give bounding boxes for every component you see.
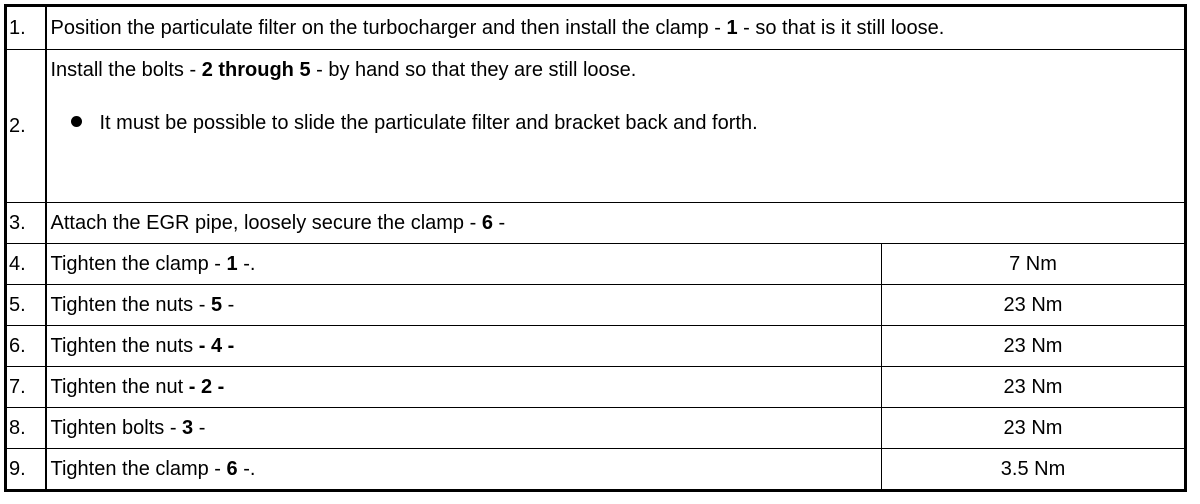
bullet-icon [71, 116, 82, 127]
step-text-part: Tighten the nuts - [50, 294, 211, 316]
step-row [6, 203, 1186, 244]
step-item-ref: 1 [726, 17, 738, 39]
step-item-ref: 6 [481, 212, 493, 234]
step-item-ref: - 4 - [198, 335, 235, 357]
step-number: 3. [6, 203, 46, 244]
step-text [46, 285, 882, 326]
step-number: 7. [6, 367, 46, 408]
step-note-text: It must be possible to slide the particulate filter and bracket back and forth. [99, 112, 758, 134]
step-item-ref: 2 through 5 [201, 59, 311, 81]
step-text [46, 50, 1186, 203]
step-number: 6. [6, 326, 46, 367]
torque-value: 23 Nm [882, 285, 1186, 326]
step-number: 5. [6, 285, 46, 326]
step-row [6, 6, 1186, 50]
step-text-part: Tighten the nut [50, 376, 189, 398]
step-text-part: Tighten the clamp - [50, 458, 227, 480]
step-text [46, 244, 882, 285]
step-item-ref: 5 [210, 294, 223, 316]
torque-value: 23 Nm [882, 408, 1186, 449]
step-text [46, 367, 882, 408]
torque-row [6, 367, 1186, 408]
step-item-ref: 6 [226, 458, 238, 480]
step-number: 2. [6, 50, 46, 203]
step-number: 8. [6, 408, 46, 449]
procedure-table [4, 4, 1187, 492]
torque-row [6, 244, 1186, 285]
step-text-part: Attach the EGR pipe, loosely secure the clamp - [50, 212, 482, 234]
step-note [71, 111, 758, 135]
step-number: 4. [6, 244, 46, 285]
step-text-part: Tighten the nuts [50, 335, 199, 357]
step-text-part: - so that is it still loose. [737, 17, 945, 39]
step-number: 9. [6, 449, 46, 491]
torque-value: 3.5 Nm [882, 449, 1186, 491]
step-instruction [51, 58, 637, 82]
step-text-part: - [193, 417, 206, 439]
step-item-ref: - 2 - [188, 376, 225, 398]
step-text [46, 449, 882, 491]
step-text-part: - by hand so that they are still loose. [310, 59, 637, 81]
step-text-part: - [222, 294, 235, 316]
step-text [46, 326, 882, 367]
step-text-part: -. [237, 253, 256, 275]
step-text-part: -. [237, 458, 256, 480]
torque-row [6, 326, 1186, 367]
torque-value: 7 Nm [882, 244, 1186, 285]
step-text-part: - [492, 212, 506, 234]
step-text-part: Position the particulate filter on the turbocharger and then install the clamp - [50, 17, 727, 39]
torque-row [6, 408, 1186, 449]
step-number: 1. [6, 6, 46, 50]
torque-value: 23 Nm [882, 326, 1186, 367]
step-item-ref: 3 [182, 417, 194, 439]
step-text-part: Install the bolts - [50, 59, 202, 81]
step-text-part: Tighten the clamp - [50, 253, 227, 275]
step-row [6, 50, 1186, 203]
torque-row [6, 285, 1186, 326]
torque-value: 23 Nm [882, 367, 1186, 408]
step-text [46, 6, 1186, 50]
step-text [46, 203, 1186, 244]
step-text-part: Tighten bolts - [50, 417, 183, 439]
step-item-ref: 1 [226, 253, 238, 275]
step-text [46, 408, 882, 449]
torque-row [6, 449, 1186, 491]
